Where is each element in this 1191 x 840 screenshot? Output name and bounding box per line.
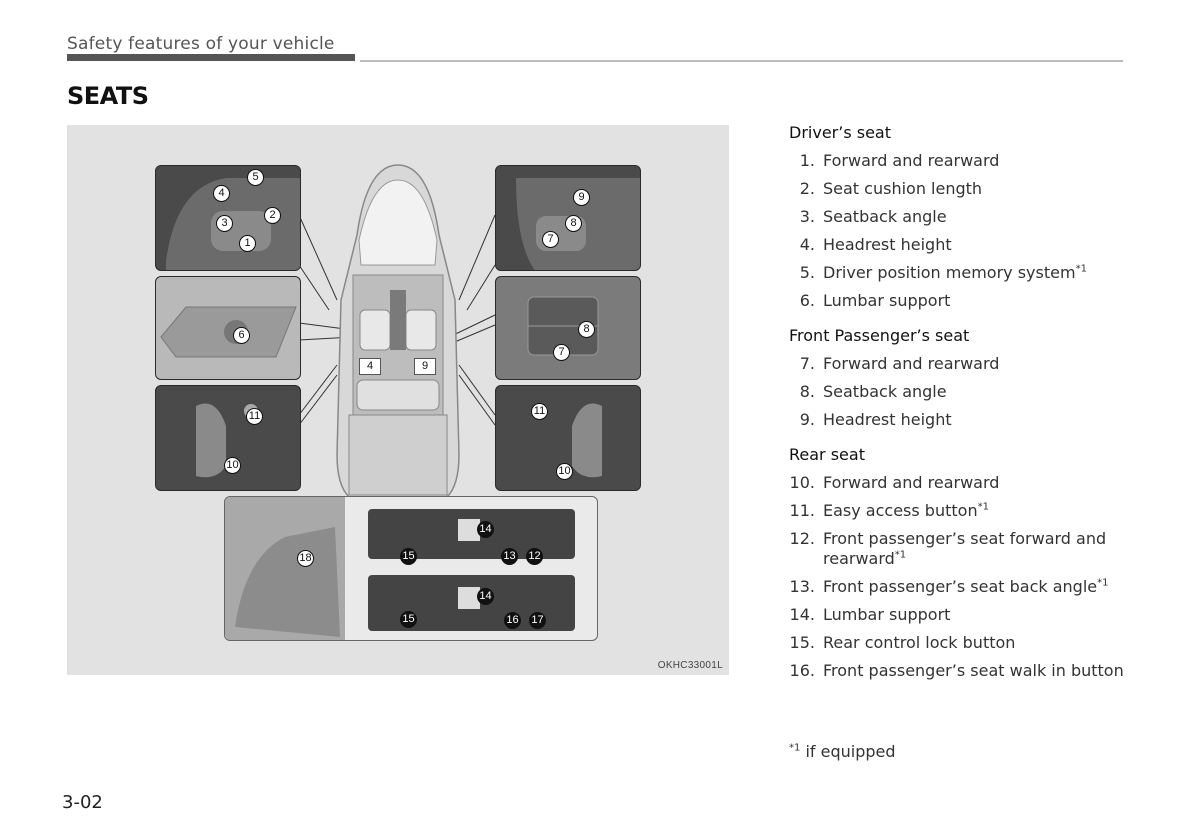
list-item: 10. Forward and rearward [789, 473, 1000, 492]
list-item: 15. Rear control lock button [789, 633, 1016, 652]
callout-12: 12 [526, 548, 543, 565]
seat-controls-figure [67, 125, 729, 675]
callout-13: 13 [501, 548, 518, 565]
list-item: 16. Front passenger’s seat walk in button [789, 661, 1124, 680]
list-item: 7. Forward and rearward [799, 354, 1000, 373]
callout-3: 3 [216, 215, 233, 232]
figure-code: OKHC33001L [657, 660, 723, 671]
rear-left-seat-switch-inset [155, 385, 301, 491]
list-item: 11. Easy access button$^{*1}$ [789, 501, 989, 520]
group-title: Rear seat [789, 445, 865, 464]
header-rule [360, 60, 1123, 62]
page-title: SEATS [67, 82, 149, 110]
callout-7b: 7 [553, 344, 570, 361]
rear-seat-group [789, 444, 1129, 681]
callout-11: 11 [246, 408, 263, 425]
callout-15: 15 [400, 548, 417, 565]
list-item: 8. Seatback angle [799, 382, 947, 401]
passenger-back-switch-inset [495, 276, 641, 380]
header-bar [67, 54, 355, 61]
callout-6: 6 [233, 327, 250, 344]
callout-4: 4 [213, 185, 230, 202]
callout-1: 1 [239, 235, 256, 252]
footnote-text: if equipped [805, 742, 896, 761]
page-number: 3-02 [62, 792, 103, 813]
list-item: 2. Seat cushion length [799, 179, 983, 198]
callout-18: 18 [297, 550, 314, 567]
callout-14b: 14 [477, 588, 494, 605]
list-item: 6. Lumbar support [799, 291, 951, 310]
section-header: Safety features of your vehicle [67, 34, 335, 54]
front-passenger-seat-group [789, 325, 1129, 430]
list-item: 5. Driver position memory system$^{*1}$ [799, 263, 1087, 282]
driver-seat-group [789, 122, 1129, 311]
callout-8b: 8 [578, 321, 595, 338]
list-item: 4. Headrest height [799, 235, 952, 254]
callout-7: 7 [542, 231, 559, 248]
callout-10b: 10 [556, 463, 573, 480]
callout-9: 9 [573, 189, 590, 206]
footnote [789, 742, 896, 761]
center-label-9: 9 [414, 358, 436, 375]
group-title: Front Passenger’s seat [789, 326, 970, 345]
callout-14: 14 [477, 521, 494, 538]
group-title: Driver’s seat [789, 123, 891, 142]
list-item: 3. Seatback angle [799, 207, 947, 226]
lumbar-switch-inset [155, 276, 301, 380]
center-label-4: 4 [359, 358, 381, 375]
callout-11b: 11 [531, 403, 548, 420]
callout-16: 16 [504, 612, 521, 629]
list-item: 9. Headrest height [799, 410, 952, 429]
callout-15b: 15 [400, 611, 417, 628]
list-item: 1. Forward and rearward [799, 151, 1000, 170]
callout-5: 5 [247, 169, 264, 186]
callout-17: 17 [529, 612, 546, 629]
footnote-mark: *1 [789, 742, 801, 754]
list-item: 13. Front passenger’s seat back angle$^{*1}$ [789, 577, 1109, 596]
seat-legend [789, 122, 1129, 695]
callout-8: 8 [565, 215, 582, 232]
list-item: 12. Front passenger’s seat forward and rearward$^{*1}$ [789, 529, 1107, 568]
list-item: 14. Lumbar support [789, 605, 951, 624]
callout-2: 2 [264, 207, 281, 224]
callout-10: 10 [224, 457, 241, 474]
